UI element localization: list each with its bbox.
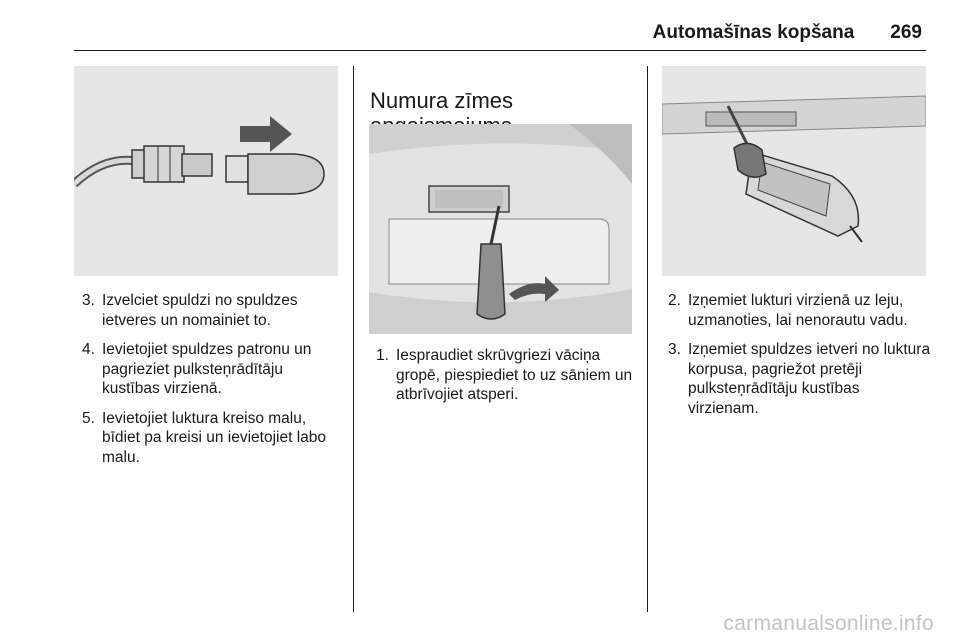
step-number: 4.: [82, 341, 95, 358]
bulb-socket-illustration: [74, 66, 338, 276]
list-item: [82, 409, 344, 468]
list-item: [668, 291, 932, 330]
section-title: Numura zīmes: [370, 88, 514, 114]
list-item: [376, 346, 638, 405]
step-text: Izņemiet spuldzes ietveri no luktura korpusa, pagriežot pretēji pulksteņrādītāju kustības virzienam.: [688, 341, 931, 417]
lamp-housing-drawing: [662, 66, 926, 276]
step-text: Iespraudiet skrūvgriezi vāciņa gropē, piespiediet to uz sāniem un atbrīvojiet atsperi.: [396, 347, 633, 403]
step-number: 5.: [82, 409, 95, 427]
list-item: [668, 340, 932, 418]
chapter-title: Automašīnas kopšana: [652, 22, 855, 43]
step-text: Ievietojiet luktura kreiso malu, bīdiet pa kreisi un ievietojiet labo malu.: [102, 409, 327, 466]
step-number: 2.: [668, 292, 681, 309]
middle-steps-list: [376, 346, 638, 415]
column-divider-right: [647, 66, 648, 612]
step-text: Ievietojiet spuldzes patronu un pagrieziet pulksteņrādītāju kustības virzienā.: [102, 341, 312, 397]
list-item: [82, 291, 344, 330]
step-text: Izvelciet spuldzi no spuldzes ietveres un nomainiet to.: [102, 292, 298, 329]
right-steps-list: [668, 291, 932, 428]
watermark: carmanualsonline.info: [723, 612, 934, 635]
step-number: 1.: [376, 347, 389, 364]
step-number: 3.: [668, 341, 681, 358]
step-number: 3.: [82, 292, 95, 309]
header-rule: [74, 50, 926, 51]
list-item: [82, 340, 344, 399]
left-steps-list: [82, 291, 344, 477]
bulb-socket-drawing: [74, 66, 338, 276]
lamp-housing-illustration: [662, 66, 926, 276]
page-number: 269: [890, 22, 922, 43]
screwdriver-drawing: [369, 124, 632, 334]
column-divider-left: [353, 66, 354, 612]
step-text: Izņemiet lukturi virzienā uz leju, uzmanoties, lai nenorautu vadu.: [688, 292, 908, 329]
page-header: [0, 22, 922, 44]
screwdriver-illustration: [369, 124, 632, 334]
